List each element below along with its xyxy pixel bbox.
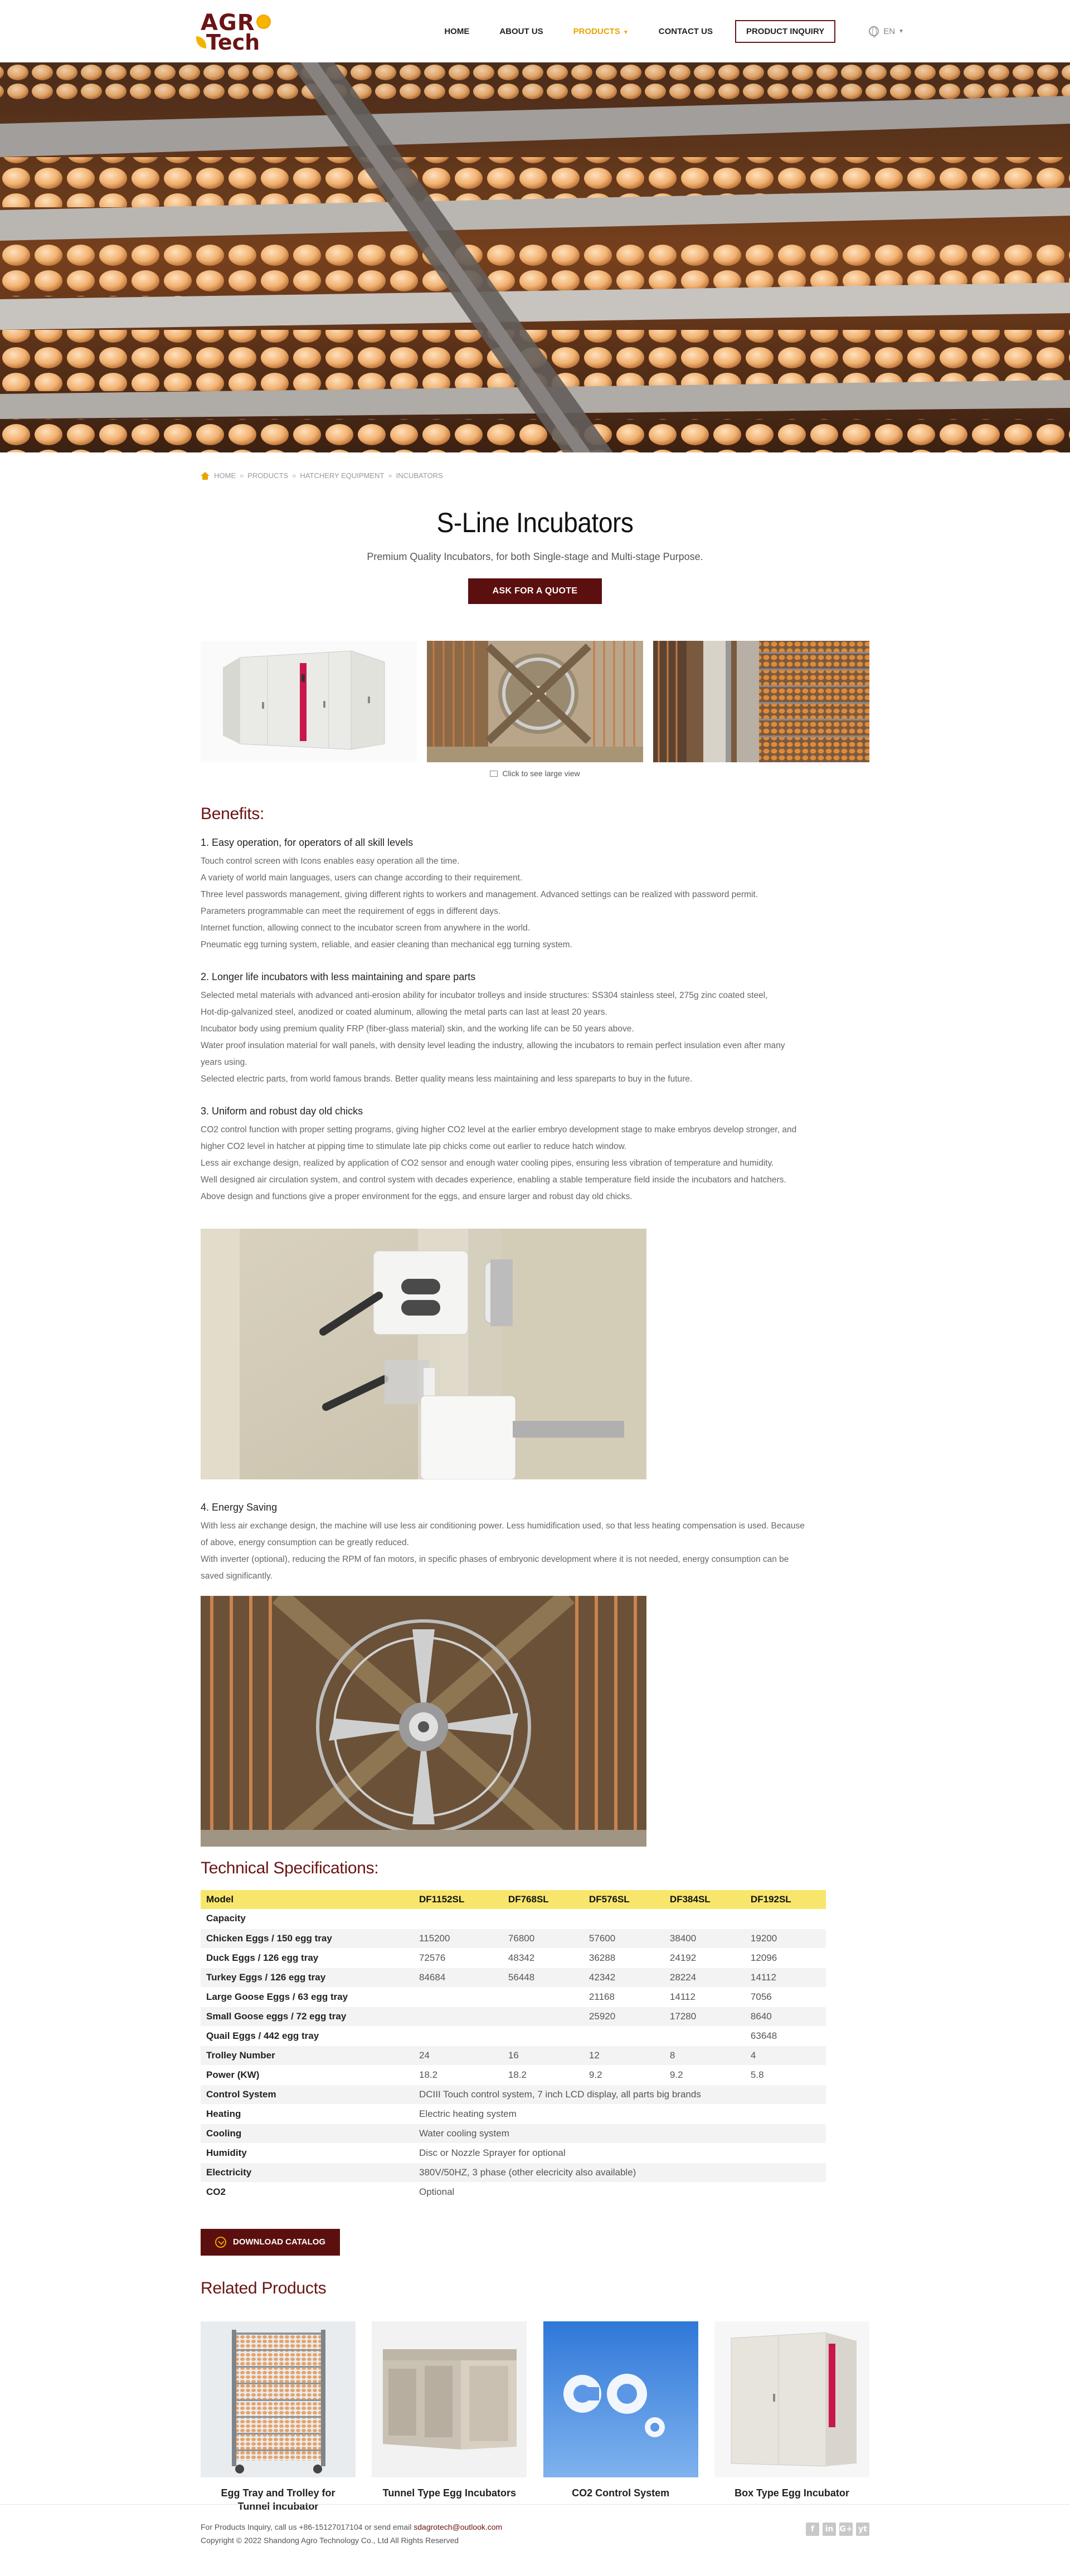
- row-label: Chicken Eggs / 150 egg tray: [201, 1929, 414, 1948]
- globe-icon: [869, 26, 879, 36]
- table-cell: [503, 1987, 583, 2007]
- row-label: Trolley Number: [201, 2046, 414, 2065]
- row-label: Power (KW): [201, 2065, 414, 2085]
- benefit-line: With less air exchange design, the machine will use less air conditioning power. Less humidification used, so that less heating compensation is used. Because: [201, 1521, 805, 1531]
- table-cell: 8: [664, 2046, 745, 2065]
- nav-home[interactable]: HOME: [444, 26, 470, 36]
- logo-text-1: AGR: [201, 10, 255, 36]
- row-label: Quail Eggs / 442 egg tray: [201, 2026, 414, 2046]
- table-cell: 18.2: [414, 2065, 503, 2085]
- table-cell: [503, 2026, 583, 2046]
- table-cell: 24: [414, 2046, 503, 2065]
- benefit-2-text: [201, 987, 869, 1088]
- sun-icon: [256, 14, 271, 29]
- breadcrumb-separator: »: [388, 471, 392, 480]
- table-cell: 4: [745, 2046, 826, 2065]
- benefit-line: of above, energy consumption can be greatly reduced.: [201, 1538, 409, 1547]
- site-footer: [0, 2504, 1070, 2576]
- row-label: Capacity: [201, 1909, 414, 1929]
- nav-products[interactable]: [573, 27, 629, 36]
- co2-sensor-image: [201, 1229, 646, 1479]
- row-label: Turkey Eggs / 126 egg tray: [201, 1968, 414, 1987]
- table-cell: 9.2: [583, 2065, 664, 2085]
- table-cell: 16: [503, 2046, 583, 2065]
- table-cell: [414, 2026, 503, 2046]
- table-row: [201, 1987, 826, 2007]
- table-row: [201, 2124, 826, 2143]
- incubator-trolleys-image: [653, 641, 869, 762]
- co2-cloud-image: [543, 2321, 698, 2477]
- breadcrumb: [201, 471, 869, 480]
- table-cell: 57600: [583, 1929, 664, 1948]
- table-cell: [583, 2026, 664, 2046]
- table-cell: 48342: [503, 1948, 583, 1968]
- benefit-line: Hot-dip-galvanized steel, anodized or coated aluminum, allowing the metal parts can last at least 20 years.: [201, 1007, 607, 1017]
- specs-table: [201, 1890, 826, 2202]
- fan-image: [201, 1596, 646, 1847]
- chevron-down-icon: ▼: [898, 28, 904, 35]
- gallery-note-text: Click to see large view: [502, 769, 580, 778]
- table-cell: [583, 1909, 664, 1929]
- benefit-line: With inverter (optional), reducing the RPM of fan motors, in specific phases of embryonic development where it is not needed, energy consumption can be: [201, 1555, 789, 1564]
- nav-products-label: PRODUCTS: [573, 26, 620, 36]
- table-cell: 28224: [664, 1968, 745, 1987]
- table-row: [201, 2182, 826, 2202]
- table-cell: 24192: [664, 1948, 745, 1968]
- main-nav: [414, 20, 835, 43]
- table-cell: 8640: [745, 2007, 826, 2026]
- nav-contact[interactable]: CONTACT US: [658, 26, 713, 36]
- column-header: DF768SL: [503, 1890, 583, 1909]
- column-header: DF576SL: [583, 1890, 664, 1909]
- related-heading: Related Products: [201, 2278, 327, 2297]
- nav-about[interactable]: ABOUT US: [499, 26, 543, 36]
- column-header: DF192SL: [745, 1890, 826, 1909]
- table-cell: 14112: [745, 1968, 826, 1987]
- column-header: DF384SL: [664, 1890, 745, 1909]
- site-header: [0, 0, 1070, 62]
- incubator-interior-fan-image: [427, 641, 643, 762]
- table-row: [201, 2085, 826, 2104]
- product-gallery: [201, 641, 869, 762]
- image-icon: [490, 771, 498, 777]
- breadcrumb-incubators[interactable]: INCUBATORS: [396, 471, 443, 480]
- table-cell: Disc or Nozzle Sprayer for optional: [414, 2143, 826, 2163]
- related-product-title: Tunnel Type Egg Incubators: [382, 2487, 516, 2499]
- table-row: [201, 2104, 826, 2124]
- table-row: [201, 2026, 826, 2046]
- table-cell: Electric heating system: [414, 2104, 826, 2124]
- leaf-icon: [196, 36, 206, 48]
- table-row: [201, 2046, 826, 2065]
- gallery-note[interactable]: [201, 769, 869, 778]
- related-products: [201, 2321, 869, 2513]
- table-cell: [414, 1909, 503, 1929]
- benefit-line: A variety of world main languages, users can change according to their requirement.: [201, 873, 523, 883]
- table-cell: 38400: [664, 1929, 745, 1948]
- google-plus-icon[interactable]: G+: [839, 2523, 853, 2536]
- table-cell: [503, 2007, 583, 2026]
- table-cell: 12096: [745, 1948, 826, 1968]
- related-product-card[interactable]: [543, 2321, 698, 2513]
- table-cell: [664, 2026, 745, 2046]
- page-title: S-Line Incubators: [436, 507, 634, 538]
- breadcrumb-separator: »: [240, 471, 244, 480]
- table-cell: [414, 2007, 503, 2026]
- tunnel-incubator-image: [372, 2321, 527, 2477]
- benefit-line: Less air exchange design, realized by application of CO2 sensor and enough water cooling pipes, ensuring less vibration of temperature and humidity.: [201, 1158, 774, 1168]
- youtube-icon[interactable]: yt: [856, 2523, 869, 2536]
- gallery-image-1[interactable]: [201, 641, 417, 762]
- table-cell: Optional: [414, 2182, 826, 2202]
- related-product-title: Box Type Egg Incubator: [735, 2487, 849, 2499]
- row-label: Heating: [201, 2104, 414, 2124]
- box-incubator-image: [714, 2321, 869, 2477]
- social-links: [806, 2523, 869, 2547]
- chevron-down-icon: ▼: [622, 29, 629, 36]
- footer-contact-line: [201, 2520, 502, 2534]
- gallery-image-3[interactable]: [653, 641, 869, 762]
- table-cell: [503, 1909, 583, 1929]
- table-cell: [414, 1987, 503, 2007]
- footer-contact-text: For Products Inquiry, call us +86-15127017104 or send email: [201, 2523, 414, 2531]
- benefits-heading: Benefits:: [201, 805, 265, 823]
- ask-for-quote-button[interactable]: ASK FOR A QUOTE: [468, 578, 602, 604]
- breadcrumb-separator: »: [292, 471, 296, 480]
- language-label: EN: [883, 26, 896, 36]
- row-label: Duck Eggs / 126 egg tray: [201, 1948, 414, 1968]
- related-product-title: Egg Tray and Trolley for Tunnel Incubator: [221, 2487, 335, 2512]
- benefit-1-title: 1. Easy operation, for operators of all skill levels: [201, 837, 414, 848]
- table-row: [201, 2143, 826, 2163]
- hero-banner: [0, 62, 1070, 452]
- breadcrumb-products[interactable]: PRODUCTS: [247, 471, 289, 480]
- table-cell: 84684: [414, 1968, 503, 1987]
- table-cell: 56448: [503, 1968, 583, 1987]
- benefit-line: Internet function, allowing connect to the incubator screen from anywhere in the world.: [201, 923, 531, 933]
- table-row: [201, 1948, 826, 1968]
- table-cell: 72576: [414, 1948, 503, 1968]
- home-icon: [201, 472, 210, 480]
- table-cell: 19200: [745, 1929, 826, 1948]
- logo[interactable]: [201, 12, 271, 53]
- row-label: CO2: [201, 2182, 414, 2202]
- table-row: [201, 2065, 826, 2085]
- benefit-line: saved significantly.: [201, 1571, 273, 1581]
- page-subtitle: Premium Quality Incubators, for both Single-stage and Multi-stage Purpose.: [367, 551, 703, 562]
- table-cell: [664, 1909, 745, 1929]
- benefit-line: Pneumatic egg turning system, reliable, and easier cleaning than mechanical egg turning system.: [201, 940, 572, 949]
- table-cell: 76800: [503, 1929, 583, 1948]
- table-cell: 21168: [583, 1987, 664, 2007]
- footer-copyright: Copyright © 2022 Shandong Agro Technology Co., Ltd All Rights Reserved: [201, 2536, 459, 2545]
- related-product-title: CO2 Control System: [572, 2487, 670, 2499]
- table-cell: 63648: [745, 2026, 826, 2046]
- table-row: [201, 1909, 826, 1929]
- table-cell: 25920: [583, 2007, 664, 2026]
- row-label: Control System: [201, 2085, 414, 2104]
- breadcrumb-home[interactable]: HOME: [214, 471, 236, 480]
- benefit-line: Well designed air circulation system, and control system with decades experience, enabling a stable temperature field inside the incubators and hatchers.: [201, 1175, 786, 1185]
- benefit-2-title: 2. Longer life incubators with less maintaining and spare parts: [201, 971, 476, 982]
- related-product-card[interactable]: [201, 2321, 356, 2513]
- benefit-4-title: 4. Energy Saving: [201, 1502, 278, 1513]
- download-catalog-label: DOWNLOAD CATALOG: [233, 2237, 326, 2247]
- benefit-line: Selected metal materials with advanced anti-erosion ability for incubator trolleys and inside structures: SS304 stainless steel, 275g zinc coated steel,: [201, 991, 768, 1000]
- table-cell: Water cooling system: [414, 2124, 826, 2143]
- footer-email-link[interactable]: sdagrotech@outlook.com: [414, 2523, 503, 2531]
- benefit-line: Above design and functions give a proper environment for the eggs, and ensure larger and robust day old chicks.: [201, 1192, 633, 1201]
- related-product-card[interactable]: [372, 2321, 527, 2513]
- benefit-line: Incubator body using premium quality FRP (fiber-glass material) skin, and the working life can be 50 years above.: [201, 1024, 634, 1034]
- download-icon: [215, 2237, 226, 2248]
- benefit-line: higher CO2 level in hatcher at pipping time to stimulate late pip chicks come out earlier to reduce hatch window.: [201, 1142, 627, 1151]
- product-inquiry-button[interactable]: PRODUCT INQUIRY: [735, 20, 835, 43]
- table-cell: 36288: [583, 1948, 664, 1968]
- table-cell: 5.8: [745, 2065, 826, 2085]
- download-catalog-button[interactable]: [201, 2229, 340, 2256]
- row-label: Large Goose Eggs / 63 egg tray: [201, 1987, 414, 2007]
- row-label: Cooling: [201, 2124, 414, 2143]
- table-cell: 9.2: [664, 2065, 745, 2085]
- row-label: Small Goose eggs / 72 egg tray: [201, 2007, 414, 2026]
- column-header: Model: [201, 1890, 414, 1909]
- benefit-1-text: [201, 853, 869, 953]
- logo-text-2: Tech: [206, 30, 260, 55]
- table-cell: DCIII Touch control system, 7 inch LCD display, all parts big brands: [414, 2085, 826, 2104]
- table-cell: 380V/50HZ, 3 phase (other elecricity also available): [414, 2163, 826, 2182]
- benefit-line: Water proof insulation material for wall panels, with density level leading the industry, allowing the incubators to remain perfect insulation even after many: [201, 1041, 785, 1050]
- table-row: [201, 2163, 826, 2182]
- table-cell: 14112: [664, 1987, 745, 2007]
- table-cell: [745, 1909, 826, 1929]
- table-cell: 17280: [664, 2007, 745, 2026]
- benefit-line: Selected electric parts, from world famous brands. Better quality means less maintaining and less spareparts to buy in the future.: [201, 1074, 693, 1084]
- row-label: Humidity: [201, 2143, 414, 2163]
- linkedin-icon[interactable]: in: [823, 2523, 836, 2536]
- benefit-line: Touch control screen with Icons enables easy operation all the time.: [201, 856, 460, 866]
- table-header-row: [201, 1890, 826, 1909]
- table-cell: 115200: [414, 1929, 503, 1948]
- benefit-3-title: 3. Uniform and robust day old chicks: [201, 1106, 363, 1117]
- table-cell: 18.2: [503, 2065, 583, 2085]
- benefit-line: years using.: [201, 1058, 247, 1067]
- column-header: DF1152SL: [414, 1890, 503, 1909]
- table-row: [201, 1968, 826, 1987]
- row-label: Electricity: [201, 2163, 414, 2182]
- table-cell: 42342: [583, 1968, 664, 1987]
- related-product-card[interactable]: [714, 2321, 869, 2513]
- egg-trolley-image: [201, 2321, 356, 2477]
- benefit-3-text: [201, 1122, 869, 1205]
- facebook-icon[interactable]: f: [806, 2523, 819, 2536]
- benefit-line: Three level passwords management, giving different rights to workers and management. Advanced settings can be realized with password permit.: [201, 890, 758, 899]
- benefit-line: CO2 control function with proper setting programs, giving higher CO2 level at the earlier embryo development stage to make embryos develop stronger, and: [201, 1125, 797, 1134]
- table-cell: 7056: [745, 1987, 826, 2007]
- benefit-4-text: [201, 1518, 869, 1585]
- table-row: [201, 1929, 826, 1948]
- language-selector[interactable]: [869, 26, 904, 36]
- table-cell: 12: [583, 2046, 664, 2065]
- specs-heading: Technical Specifications:: [201, 1859, 379, 1877]
- incubator-exterior-image: [201, 641, 417, 762]
- table-row: [201, 2007, 826, 2026]
- breadcrumb-hatchery[interactable]: HATCHERY EQUIPMENT: [300, 471, 385, 480]
- benefit-line: Parameters programmable can meet the requirement of eggs in different days.: [201, 907, 501, 916]
- hero-eggs-image: [0, 62, 1070, 452]
- gallery-image-2[interactable]: [427, 641, 643, 762]
